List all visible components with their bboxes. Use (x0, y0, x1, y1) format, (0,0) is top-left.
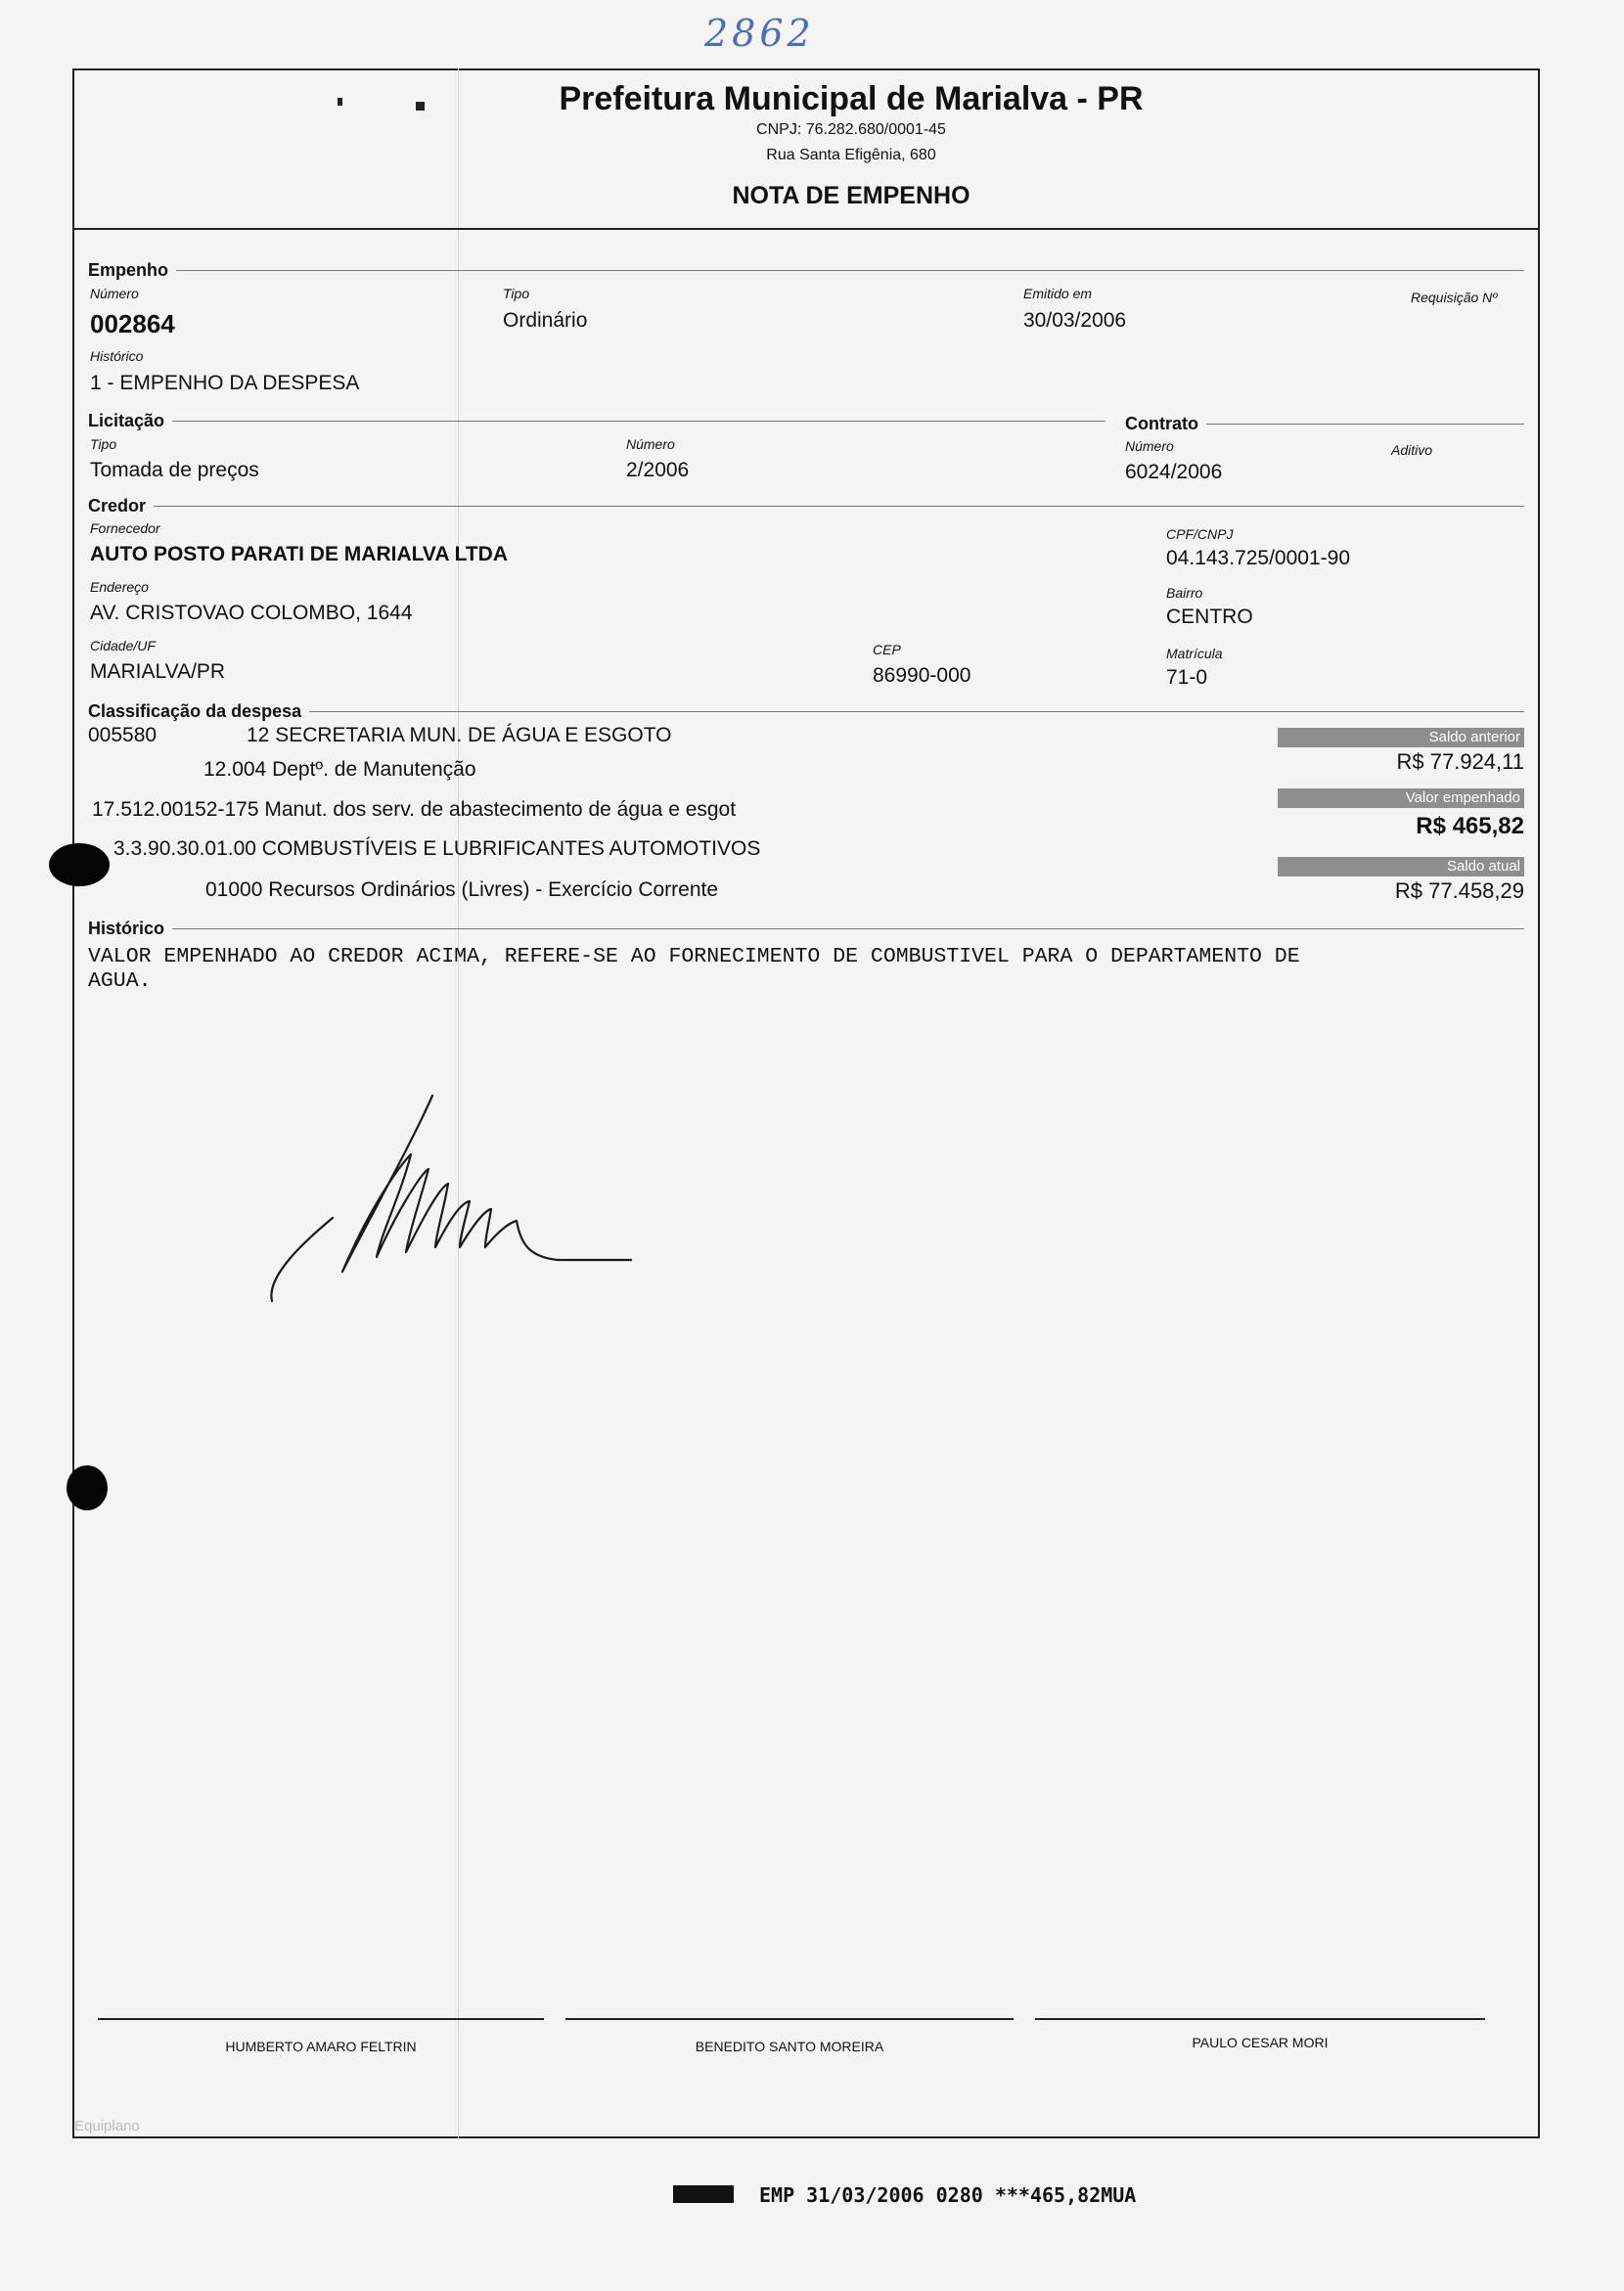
section-historico-label: Histórico (88, 918, 165, 938)
credor-cidade: MARIALVA/PR (90, 660, 226, 683)
empenho-numero-label: Número (90, 286, 139, 301)
section-licitacao (88, 411, 1105, 430)
header-address: Rua Santa Efigênia, 680 (766, 147, 936, 163)
section-credor-label: Credor (88, 495, 147, 516)
credor-cidade-label: Cidade/UF (90, 638, 156, 653)
signature-line (98, 2018, 544, 2020)
section-rule (172, 928, 1524, 929)
classificacao-orgao: 12 SECRETARIA MUN. DE ÁGUA E ESGOTO (247, 724, 672, 746)
licitacao-tipo-label: Tipo (90, 436, 117, 452)
empenho-requisicao-label: Requisição Nº (1411, 290, 1498, 305)
section-rule (172, 421, 1105, 422)
credor-bairro-label: Bairro (1166, 585, 1203, 601)
credor-endereco-label: Endereço (90, 579, 149, 595)
contrato-aditivo-label: Aditivo (1391, 442, 1433, 458)
licitacao-numero: 2/2006 (626, 459, 690, 481)
licitacao-numero-label: Número (626, 436, 675, 452)
credor-cep: 86990-000 (873, 664, 971, 687)
empenho-tipo-label: Tipo (503, 286, 530, 301)
signature-line (565, 2018, 1014, 2020)
historico-line-1: VALOR EMPENHADO AO CREDOR ACIMA, REFERE-SE AO FORNECIMENTO DE COMBUSTIVEL PARA O DEPARTAMENTO DE (88, 945, 1300, 968)
section-rule (309, 711, 1524, 712)
section-licitacao-label: Licitação (88, 410, 165, 430)
contrato-numero-label: Número (1125, 438, 1174, 454)
valor-empenhado-label: Valor empenhado (1278, 788, 1524, 808)
section-empenho (88, 260, 1524, 280)
stamp-logo-block (673, 2185, 734, 2203)
section-classificacao (88, 701, 1524, 721)
section-contrato-label: Contrato (1125, 413, 1198, 433)
contrato-numero: 6024/2006 (1125, 461, 1223, 483)
handwritten-signature (264, 1086, 636, 1311)
credor-endereco: AV. CRISTOVAO COLOMBO, 1644 (90, 602, 413, 624)
saldo-anterior-value: R$ 77.924,11 (1396, 749, 1524, 774)
signatory-1: HUMBERTO AMARO FELTRIN (225, 2039, 417, 2054)
header-cnpj: CNPJ: 76.282.680/0001-45 (756, 121, 946, 138)
section-rule (154, 506, 1524, 507)
credor-matricula-label: Matrícula (1166, 646, 1223, 661)
payment-stamp: EMP 31/03/2006 0280 ***465,82MUA (759, 2183, 1137, 2207)
empenho-numero: 002864 (90, 309, 175, 338)
classificacao-codigo: 005580 (88, 724, 158, 746)
section-rule (1206, 424, 1524, 425)
classificacao-funcional: 17.512.00152-175 Manut. dos serv. de abastecimento de água e esgot (92, 798, 737, 821)
saldo-atual-value: R$ 77.458,29 (1394, 878, 1524, 903)
saldo-anterior-label: Saldo anterior (1278, 728, 1524, 747)
empenho-historico: 1 - EMPENHO DA DESPESA (90, 372, 360, 394)
classificacao-recurso: 01000 Recursos Ordinários (Livres) - Exercício Corrente (205, 878, 719, 901)
credor-fornecedor: AUTO POSTO PARATI DE MARIALVA LTDA (90, 543, 508, 565)
municipality-title: Prefeitura Municipal de Marialva - PR (559, 80, 1144, 117)
section-historico (88, 919, 1524, 938)
signature-line (1035, 2018, 1485, 2020)
classificacao-elemento: 3.3.90.30.01.00 COMBUSTÍVEIS E LUBRIFICANTES AUTOMOTIVOS (113, 837, 761, 860)
document-type-title: NOTA DE EMPENHO (732, 182, 970, 209)
credor-cep-label: CEP (873, 642, 901, 657)
empenho-emitido: 30/03/2006 (1023, 309, 1127, 332)
empenho-tipo: Ordinário (503, 309, 588, 332)
section-classificacao-label: Classificação da despesa (88, 700, 302, 721)
valor-empenhado-value: R$ 465,82 (1416, 813, 1524, 839)
historico-line-2: AGUA. (88, 969, 152, 993)
empenho-historico-label: Histórico (90, 348, 144, 364)
saldo-atual-label: Saldo atual (1278, 857, 1524, 876)
signatory-2: BENEDITO SANTO MOREIRA (695, 2039, 884, 2054)
software-brand: Equiplano (74, 2118, 140, 2134)
punch-hole (49, 843, 110, 886)
section-empenho-label: Empenho (88, 259, 169, 280)
punch-hole (67, 1465, 108, 1510)
licitacao-tipo: Tomada de preços (90, 459, 259, 481)
credor-cpf-label: CPF/CNPJ (1166, 526, 1234, 542)
credor-cpf: 04.143.725/0001-90 (1166, 547, 1351, 569)
section-contrato (1125, 414, 1524, 433)
classificacao-unidade: 12.004 Deptº. de Manutenção (203, 758, 476, 781)
credor-matricula: 71-0 (1166, 666, 1208, 689)
section-rule (176, 270, 1524, 271)
credor-fornecedor-label: Fornecedor (90, 520, 160, 536)
header-divider (72, 228, 1540, 230)
section-credor (88, 496, 1524, 516)
handwritten-document-number: 2862 (704, 12, 815, 55)
credor-bairro: CENTRO (1166, 606, 1253, 628)
empenho-emitido-label: Emitido em (1023, 286, 1093, 301)
signatory-3: PAULO CESAR MORI (1192, 2035, 1329, 2050)
